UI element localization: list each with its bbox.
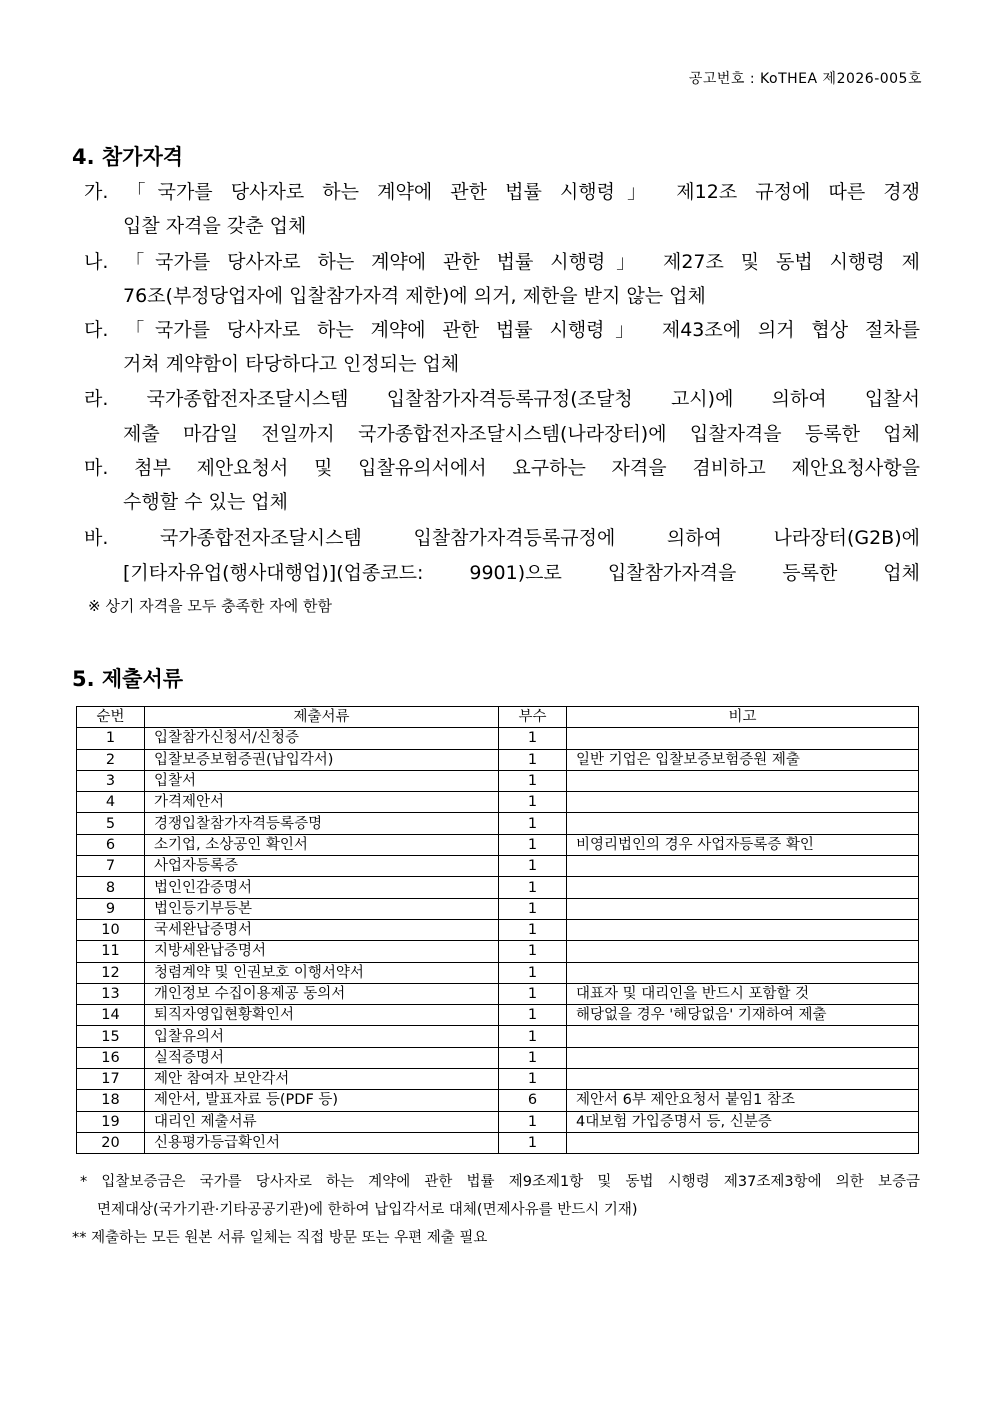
row-document: 신용평가등급확인서 — [145, 1132, 499, 1153]
row-remark: 제안서 6부 제안요청서 붙임1 참조 — [567, 1090, 919, 1111]
row-copies: 1 — [499, 749, 567, 770]
table-row — [77, 877, 919, 898]
table-row — [77, 1069, 919, 1090]
row-number: 7 — [77, 856, 145, 877]
qualification-line: 제출 마감일 전일까지 국가종합전자조달시스템(나라장터)에 입찰자격을 등록한 업체 — [123, 423, 920, 445]
row-number: 10 — [77, 919, 145, 940]
row-copies: 1 — [499, 1132, 567, 1153]
row-remark — [567, 728, 919, 749]
qualification-line: 76조(부정당업자에 입찰참가자격 제한)에 의거, 제한을 받지 않는 업체 — [123, 285, 706, 307]
row-copies: 1 — [499, 792, 567, 813]
row-document: 사업자등록증 — [145, 856, 499, 877]
row-number: 17 — [77, 1069, 145, 1090]
row-remark — [567, 1026, 919, 1047]
row-remark — [567, 792, 919, 813]
row-number: 20 — [77, 1132, 145, 1153]
table-row — [77, 1132, 919, 1153]
footnote-1-line-2: 면제대상(국가기관·기타공공기관)에 한하여 납입각서로 대체(면제사유를 반드시 기재) — [97, 1202, 638, 1218]
row-document: 법인인감증명서 — [145, 877, 499, 898]
row-number: 1 — [77, 728, 145, 749]
section-5-title: 5. 제출서류 — [72, 667, 184, 691]
row-copies: 1 — [499, 770, 567, 791]
qualification-line: [기타자유업(행사대행업)](업종코드: 9901)으로 입찰참가자격을 등록한 업체 — [123, 562, 920, 584]
row-document: 입찰참가신청서/신청증 — [145, 728, 499, 749]
table-row — [77, 728, 919, 749]
table-row — [77, 813, 919, 834]
row-copies: 1 — [499, 898, 567, 919]
row-copies: 1 — [499, 856, 567, 877]
qualification-line: 나. 「국가를 당사자로 하는 계약에 관한 법률 시행령」 제27조 및 동법 시행령 제 — [84, 251, 920, 273]
row-number: 13 — [77, 983, 145, 1004]
row-copies: 1 — [499, 1026, 567, 1047]
header-no: 순번 — [77, 707, 145, 728]
row-copies: 1 — [499, 1005, 567, 1026]
row-remark: 비영리법인의 경우 사업자등록증 확인 — [567, 834, 919, 855]
table-row — [77, 792, 919, 813]
row-number: 16 — [77, 1047, 145, 1068]
row-copies: 1 — [499, 983, 567, 1004]
row-copies: 1 — [499, 1111, 567, 1132]
row-document: 퇴직자영입현황확인서 — [145, 1005, 499, 1026]
row-copies: 1 — [499, 877, 567, 898]
table-row — [77, 1111, 919, 1132]
row-remark — [567, 919, 919, 940]
row-copies: 1 — [499, 1047, 567, 1068]
qualification-line: 다. 「국가를 당사자로 하는 계약에 관한 법률 시행령」 제43조에 의거 협상 절차를 — [84, 319, 920, 341]
row-copies: 1 — [499, 941, 567, 962]
qualification-line: 바. 국가종합전자조달시스템 입찰참가자격등록규정에 의하여 나라장터(G2B)에 — [84, 527, 920, 549]
qualification-line: 거쳐 계약함이 타당하다고 인정되는 업체 — [123, 353, 460, 375]
row-number: 14 — [77, 1005, 145, 1026]
row-copies: 1 — [499, 728, 567, 749]
row-document: 제안서, 발표자료 등(PDF 등) — [145, 1090, 499, 1111]
row-copies: 1 — [499, 1069, 567, 1090]
table-row — [77, 898, 919, 919]
table-row — [77, 1090, 919, 1111]
row-remark: 4대보험 가입증명서 등, 신분증 — [567, 1111, 919, 1132]
row-number: 5 — [77, 813, 145, 834]
table-row — [77, 856, 919, 877]
row-number: 18 — [77, 1090, 145, 1111]
footnote-2: ** 제출하는 모든 원본 서류 일체는 직접 방문 또는 우편 제출 필요 — [72, 1230, 488, 1246]
row-document: 가격제안서 — [145, 792, 499, 813]
row-remark — [567, 898, 919, 919]
table-row — [77, 834, 919, 855]
qualification-line: 라. 국가종합전자조달시스템 입찰참가자격등록규정(조달청 고시)에 의하여 입찰서 — [84, 388, 920, 410]
table-row — [77, 1026, 919, 1047]
qualification-line: 입찰 자격을 갖춘 업체 — [123, 215, 307, 237]
table-row — [77, 1047, 919, 1068]
row-number: 9 — [77, 898, 145, 919]
table-row — [77, 770, 919, 791]
row-document: 개인정보 수집이용제공 동의서 — [145, 983, 499, 1004]
row-copies: 1 — [499, 813, 567, 834]
row-remark — [567, 1132, 919, 1153]
row-document: 대리인 제출서류 — [145, 1111, 499, 1132]
row-document: 입찰서 — [145, 770, 499, 791]
row-copies: 1 — [499, 962, 567, 983]
row-remark — [567, 941, 919, 962]
row-number: 8 — [77, 877, 145, 898]
row-document: 제안 참여자 보안각서 — [145, 1069, 499, 1090]
row-document: 경쟁입찰참가자격등록증명 — [145, 813, 499, 834]
row-document: 소기업, 소상공인 확인서 — [145, 834, 499, 855]
footnote-1-line-1: * 입찰보증금은 국가를 당사자로 하는 계약에 관한 법률 제9조제1항 및 동법 시행령 제37조제3항에 의한 보증금 — [80, 1174, 920, 1190]
row-document: 법인등기부등본 — [145, 898, 499, 919]
row-number: 12 — [77, 962, 145, 983]
table-row — [77, 983, 919, 1004]
row-remark — [567, 813, 919, 834]
documents-table — [76, 706, 919, 1154]
row-document: 입찰보증보험증권(납입각서) — [145, 749, 499, 770]
qualification-line: 수행할 수 있는 업체 — [123, 491, 288, 513]
table-row — [77, 1005, 919, 1026]
header-document: 제출서류 — [145, 707, 499, 728]
table-header-row — [77, 707, 919, 728]
qualification-note: ※ 상기 자격을 모두 충족한 자에 한함 — [88, 597, 333, 615]
row-remark — [567, 770, 919, 791]
row-copies: 1 — [499, 919, 567, 940]
header-copies: 부수 — [499, 707, 567, 728]
qualification-line: 마. 첨부 제안요청서 및 입찰유의서에서 요구하는 자격을 겸비하고 제안요청사항을 — [84, 457, 920, 479]
row-document: 지방세완납증명서 — [145, 941, 499, 962]
table-row — [77, 749, 919, 770]
row-remark — [567, 1069, 919, 1090]
row-remark — [567, 1047, 919, 1068]
row-document: 실적증명서 — [145, 1047, 499, 1068]
row-number: 19 — [77, 1111, 145, 1132]
row-number: 11 — [77, 941, 145, 962]
notice-number: 공고번호 : KoTHEA 제2026-005호 — [688, 71, 922, 87]
row-document: 청렴계약 및 인권보호 이행서약서 — [145, 962, 499, 983]
row-number: 2 — [77, 749, 145, 770]
row-remark: 해당없을 경우 '해당없음' 기재하여 제출 — [567, 1005, 919, 1026]
table-row — [77, 941, 919, 962]
row-number: 15 — [77, 1026, 145, 1047]
row-remark — [567, 962, 919, 983]
qualification-line: 가. 「국가를 당사자로 하는 계약에 관한 법률 시행령」 제12조 규정에 따른 경쟁 — [84, 181, 920, 203]
row-remark — [567, 877, 919, 898]
row-copies: 6 — [499, 1090, 567, 1111]
row-number: 6 — [77, 834, 145, 855]
table-row — [77, 919, 919, 940]
row-copies: 1 — [499, 834, 567, 855]
row-number: 3 — [77, 770, 145, 791]
row-remark — [567, 856, 919, 877]
row-document: 국세완납증명서 — [145, 919, 499, 940]
row-remark: 일반 기업은 입찰보증보험증원 제출 — [567, 749, 919, 770]
table-row — [77, 962, 919, 983]
section-4-title: 4. 참가자격 — [72, 145, 184, 169]
header-remark: 비고 — [567, 707, 919, 728]
row-number: 4 — [77, 792, 145, 813]
row-document: 입찰유의서 — [145, 1026, 499, 1047]
row-remark: 대표자 및 대리인을 반드시 포함할 것 — [567, 983, 919, 1004]
